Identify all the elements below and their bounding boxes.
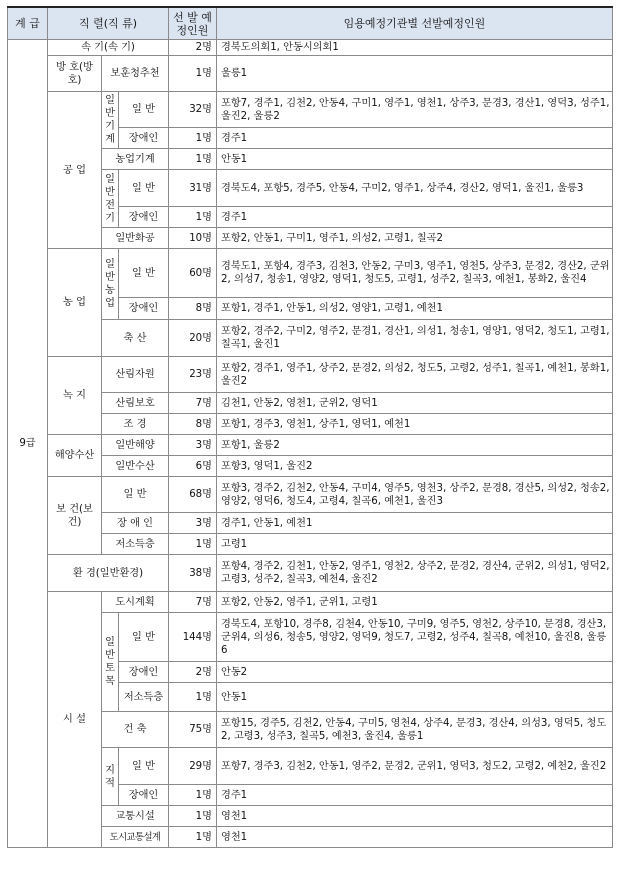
dist-cell: 포항1, 울릉2: [217, 435, 613, 456]
sub-cell: 일 반: [119, 170, 169, 207]
group-ilgi: 일반기계: [102, 92, 119, 149]
group-gongup: 공 업: [48, 92, 102, 249]
recruitment-table: [7, 6, 613, 848]
count-cell: 75명: [169, 712, 217, 748]
count-cell: 8명: [169, 414, 217, 435]
dist-cell: 포항2, 경주2, 구미2, 영주2, 문경1, 경산1, 의성1, 청송1, 영양1, 영덕2, 청도1, 고령1, 칠곡1, 울진1: [217, 320, 613, 357]
dist-cell: 경주1, 안동1, 예천1: [217, 513, 613, 534]
count-cell: 1명: [169, 56, 217, 92]
sub-cell: 일반수산: [102, 456, 169, 477]
count-cell: 6명: [169, 456, 217, 477]
sub-cell: 산림자원: [102, 357, 169, 393]
count-cell: 8명: [169, 298, 217, 320]
grade-cell: 9급: [8, 40, 48, 848]
group-iltomok: 일반토목: [102, 613, 119, 712]
count-cell: 1명: [169, 128, 217, 149]
count-cell: 7명: [169, 592, 217, 613]
group-nongup: 농 업: [48, 249, 102, 357]
count-cell: 1명: [169, 785, 217, 806]
dist-cell: 영천1: [217, 827, 613, 848]
group-noggi: 녹 지: [48, 357, 102, 435]
dist-cell: 포항15, 경주5, 김천2, 안동4, 구미5, 영천4, 상주4, 문경3, 경산4, 의성3, 영덕5, 청도2, 고령3, 성주3, 칠곡5, 예천3, 울진4, 울릉1: [217, 712, 613, 748]
sub-cell: 조 경: [102, 414, 169, 435]
count-cell: 38명: [169, 555, 217, 592]
sub-cell: 장 애 인: [102, 513, 169, 534]
dist-cell: 포항2, 안동2, 영주1, 군위1, 고령1: [217, 592, 613, 613]
sub-cell: 저소득층: [119, 683, 169, 712]
group-siseol: 시 설: [48, 592, 102, 848]
dist-cell: 포항1, 경주3, 영천1, 상주1, 영덕1, 예천1: [217, 414, 613, 435]
sub-cell: 저소득층: [102, 534, 169, 555]
dist-cell: 포항3, 경주2, 김천2, 안동4, 구미4, 영주5, 영천3, 상주2, 문경8, 경산5, 의성2, 청송2, 영양2, 영덕6, 청도4, 고령4, 칠곡6, 예천1, 울진3: [217, 477, 613, 513]
header-dist: 임용예정기관별 선발예정인원: [217, 7, 613, 40]
count-cell: 7명: [169, 393, 217, 414]
sub-cell: 일반화공: [102, 228, 169, 249]
dist-cell: 경주1: [217, 207, 613, 228]
sub-cell: 보훈청추천: [102, 56, 169, 92]
sub-cell: 축 산: [102, 320, 169, 357]
job-cell: 환 경(일반환경): [48, 555, 169, 592]
dist-cell: 포항4, 경주2, 김천1, 안동2, 영주1, 영천2, 상주2, 문경2, 경산4, 군위2, 의성1, 영덕2, 고령3, 성주2, 칠곡3, 예천4, 울진2: [217, 555, 613, 592]
group-bogeon: 보 건(보 건): [48, 477, 102, 555]
dist-cell: 안동2: [217, 662, 613, 683]
header-count: 선 발 예정인원: [169, 7, 217, 40]
dist-cell: 포항2, 안동1, 구미1, 영주1, 의성2, 고령1, 칠곡2: [217, 228, 613, 249]
count-cell: 60명: [169, 249, 217, 298]
dist-cell: 포항7, 경주1, 김천2, 안동4, 구미1, 영주1, 영천1, 상주3, 문경3, 경산1, 영덕3, 성주1, 울진2, 울릉2: [217, 92, 613, 128]
sub-cell: 장애인: [119, 662, 169, 683]
sub-cell: 일 반: [119, 249, 169, 298]
sub-cell: 일 반: [119, 92, 169, 128]
count-cell: 1명: [169, 534, 217, 555]
sub-cell: 일 반: [119, 613, 169, 662]
count-cell: 29명: [169, 748, 217, 785]
count-cell: 1명: [169, 683, 217, 712]
group-haeyang: 해양수산: [48, 435, 102, 477]
dist-cell: 영천1: [217, 806, 613, 827]
count-cell: 1명: [169, 806, 217, 827]
job-cell: 방 호(방 호): [48, 56, 102, 92]
job-cell: 속 기(속 기): [48, 40, 169, 56]
dist-cell: 경북도의회1, 안동시의회1: [217, 40, 613, 56]
count-cell: 3명: [169, 435, 217, 456]
header-job: 직 렬(직 류): [48, 7, 169, 40]
count-cell: 10명: [169, 228, 217, 249]
count-cell: 1명: [169, 827, 217, 848]
dist-cell: 김천1, 안동2, 영천1, 군위2, 영덕1: [217, 393, 613, 414]
count-cell: 3명: [169, 513, 217, 534]
dist-cell: 고령1: [217, 534, 613, 555]
sub-cell: 일 반: [102, 477, 169, 513]
count-cell: 144명: [169, 613, 217, 662]
group-iljeon: 일반전기: [102, 170, 119, 228]
dist-cell: 경주1: [217, 785, 613, 806]
header-grade: 계 급: [8, 7, 48, 40]
dist-cell: 포항7, 경주3, 김천2, 안동1, 영주2, 문경2, 군위1, 영덕3, 청도2, 고령2, 예천2, 울진2: [217, 748, 613, 785]
sub-cell: 농업기계: [102, 149, 169, 170]
count-cell: 2명: [169, 40, 217, 56]
dist-cell: 경북도1, 포항4, 경주3, 김천3, 안동2, 구미3, 영주1, 영천5, 상주3, 문경2, 경산2, 군위2, 의성7, 청송1, 영양2, 영덕1, 청도5, 고령1, 성주2, 칠곡3, 예천1, 봉화2, 울진4: [217, 249, 613, 298]
group-ilnong: 일반농업: [102, 249, 119, 320]
count-cell: 32명: [169, 92, 217, 128]
sub-cell: 건 축: [102, 712, 169, 748]
recruitment-table-wrap: [7, 6, 613, 848]
count-cell: 2명: [169, 662, 217, 683]
sub-cell: 일반해양: [102, 435, 169, 456]
count-cell: 23명: [169, 357, 217, 393]
sub-cell: 일 반: [119, 748, 169, 785]
group-jijeok: 지적: [102, 748, 119, 806]
sub-cell: 장애인: [119, 298, 169, 320]
sub-cell: 도시교통설계: [102, 827, 169, 848]
sub-cell: 장애인: [119, 207, 169, 228]
sub-cell: 장애인: [119, 128, 169, 149]
count-cell: 31명: [169, 170, 217, 207]
sub-cell: 교통시설: [102, 806, 169, 827]
dist-cell: 경북도4, 포항5, 경주5, 안동4, 구미2, 영주1, 상주4, 경산2, 영덕1, 울진1, 울릉3: [217, 170, 613, 207]
dist-cell: 안동1: [217, 683, 613, 712]
dist-cell: 안동1: [217, 149, 613, 170]
sub-cell: 장애인: [119, 785, 169, 806]
count-cell: 1명: [169, 149, 217, 170]
dist-cell: 포항3, 영덕1, 울진2: [217, 456, 613, 477]
dist-cell: 경주1: [217, 128, 613, 149]
count-cell: 20명: [169, 320, 217, 357]
sub-cell: 산림보호: [102, 393, 169, 414]
count-cell: 68명: [169, 477, 217, 513]
dist-cell: 포항2, 경주1, 영주1, 상주2, 문경2, 의성2, 청도5, 고령2, 성주1, 칠곡1, 예천1, 봉화1, 울진2: [217, 357, 613, 393]
count-cell: 1명: [169, 207, 217, 228]
dist-cell: 경북도4, 포항10, 경주8, 김천4, 안동10, 구미9, 영주5, 영천2, 상주10, 문경8, 경산3, 군위4, 의성6, 청송5, 영양2, 영덕9, 청도7, 고령2, 성주4, 칠곡8, 예천10, 울진8, 울릉6: [217, 613, 613, 662]
sub-cell: 도시계획: [102, 592, 169, 613]
dist-cell: 포항1, 경주1, 안동1, 의성2, 영양1, 고령1, 예천1: [217, 298, 613, 320]
dist-cell: 울릉1: [217, 56, 613, 92]
